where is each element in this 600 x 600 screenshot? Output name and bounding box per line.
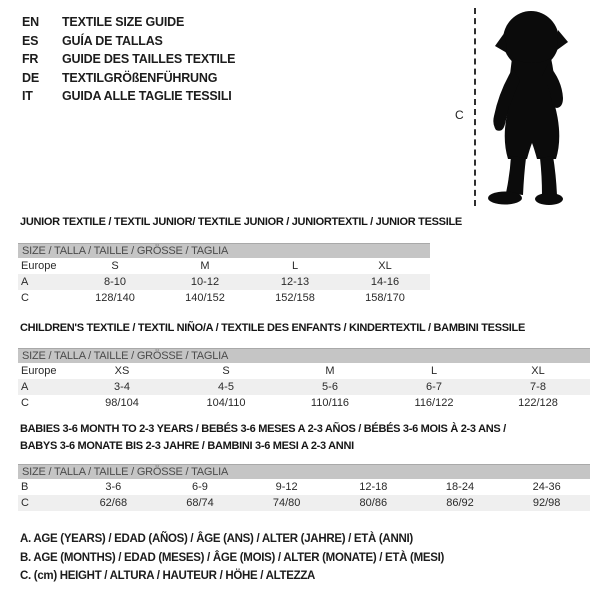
table-row xyxy=(18,290,430,306)
size-cell: 116/122 xyxy=(414,397,454,409)
language-code: ES xyxy=(22,33,39,48)
size-cell: 3-4 xyxy=(114,381,130,393)
language-text: GUIDE DES TAILLES TEXTILE xyxy=(62,52,236,67)
size-cell: 80/86 xyxy=(359,497,388,509)
babies-size-table xyxy=(18,464,590,511)
language-code: IT xyxy=(22,89,33,104)
table-row xyxy=(18,495,590,511)
table-row xyxy=(18,479,590,495)
size-cell: 92/98 xyxy=(532,497,561,509)
babies-table-title-line1: BABIES 3-6 MONTH TO 2-3 YEARS / BEBÉS 3-6 MESES A 2-3 AÑOS / BÉBÉS 3-6 MOIS À 2-3 ANS / xyxy=(20,423,506,435)
size-cell: 4-5 xyxy=(218,381,234,393)
size-cell: 128/140 xyxy=(95,292,135,304)
language-text: GUÍA DE TALLAS xyxy=(62,33,163,48)
size-cell: M xyxy=(325,365,335,377)
size-cell: S xyxy=(111,260,119,272)
row-label: A xyxy=(21,276,29,288)
table-row xyxy=(18,379,590,395)
language-row xyxy=(22,50,235,69)
height-measure-label: C xyxy=(455,108,464,122)
language-row xyxy=(22,13,235,32)
size-cell: 12-18 xyxy=(359,481,388,493)
size-cell: 104/110 xyxy=(206,397,246,409)
size-cell: 12-13 xyxy=(280,276,310,288)
size-cell: 68/74 xyxy=(186,497,214,509)
size-cell: 24-36 xyxy=(532,481,561,493)
language-row xyxy=(22,87,235,106)
size-cell: 122/128 xyxy=(518,397,558,409)
language-row xyxy=(22,69,235,88)
table-row xyxy=(18,258,430,274)
size-cell: 5-6 xyxy=(322,381,338,393)
children-table-title: CHILDREN'S TEXTILE / TEXTIL NIÑO/A / TEXTILE DES ENFANTS / KINDERTEXTIL / BAMBINI TESSILE xyxy=(20,322,525,334)
size-cell: 140/152 xyxy=(185,292,225,304)
size-cell: XS xyxy=(114,365,130,377)
size-cell: 3-6 xyxy=(105,481,122,493)
size-cell: 110/116 xyxy=(310,397,350,409)
language-header xyxy=(22,13,235,106)
language-code: EN xyxy=(22,15,39,30)
size-cell: 7-8 xyxy=(530,381,546,393)
row-label: C xyxy=(21,497,29,509)
size-cell: L xyxy=(291,260,299,272)
note-line-a: A. AGE (YEARS) / EDAD (AÑOS) / ÂGE (ANS) / ALTER (JAHRE) / ETÀ (ANNI) xyxy=(20,533,413,545)
language-text: TEXTILE SIZE GUIDE xyxy=(62,15,185,30)
language-code: DE xyxy=(22,70,39,85)
children-size-table xyxy=(18,348,590,411)
size-cell: 74/80 xyxy=(272,497,301,509)
size-cell: 9-12 xyxy=(275,481,298,493)
size-cell: 98/104 xyxy=(105,397,139,409)
size-cell: 18-24 xyxy=(445,481,475,493)
size-cell: 62/68 xyxy=(99,497,128,509)
size-header-bar: SIZE / TALLA / TAILLE / GRÖSSE / TAGLIA xyxy=(18,243,430,258)
row-label: Europe xyxy=(21,260,57,272)
size-cell: 158/170 xyxy=(365,292,405,304)
note-line-c: C. (cm) HEIGHT / ALTURA / HAUTEUR / HÖHE / ALTEZZA xyxy=(20,570,316,582)
table-row xyxy=(18,395,590,411)
size-cell: 152/158 xyxy=(275,292,315,304)
height-measure-line xyxy=(474,8,476,206)
size-header-bar: SIZE / TALLA / TAILLE / GRÖSSE / TAGLIA xyxy=(18,348,590,363)
language-text: TEXTILGRÖßENFÜHRUNG xyxy=(62,70,218,85)
row-label: B xyxy=(21,481,29,493)
size-cell: L xyxy=(430,365,438,377)
size-cell: 10-12 xyxy=(190,276,220,288)
size-cell: 86/92 xyxy=(446,497,474,509)
size-cell: 14-16 xyxy=(370,276,400,288)
row-label: A xyxy=(21,381,29,393)
babies-table-title-line2: BABYS 3-6 MONATE BIS 2-3 JAHRE / BAMBINI 3-6 MESI A 2-3 ANNI xyxy=(20,440,354,452)
row-label: C xyxy=(21,292,29,304)
table-row xyxy=(18,363,590,379)
junior-size-table xyxy=(18,243,430,306)
size-header-bar: SIZE / TALLA / TAILLE / GRÖSSE / TAGLIA xyxy=(18,464,590,479)
row-label: Europe xyxy=(21,365,57,377)
row-label: C xyxy=(21,397,29,409)
note-line-b: B. AGE (MONTHS) / EDAD (MESES) / ÂGE (MOIS) / ALTER (MONATE) / ETÀ (MESI) xyxy=(20,551,445,564)
baby-silhouette-icon xyxy=(482,5,582,207)
table-row xyxy=(18,274,430,290)
size-cell: 6-9 xyxy=(192,481,208,493)
language-code: FR xyxy=(22,52,39,67)
size-cell: 6-7 xyxy=(426,381,442,393)
size-cell: XL xyxy=(531,365,545,377)
size-cell: XL xyxy=(378,260,392,272)
size-cell: S xyxy=(222,365,230,377)
language-text: GUIDA ALLE TAGLIE TESSILI xyxy=(62,89,232,104)
language-row xyxy=(22,32,235,51)
junior-table-title: JUNIOR TEXTILE / TEXTIL JUNIOR/ TEXTILE JUNIOR / JUNIORTEXTIL / JUNIOR TESSILE xyxy=(20,216,462,228)
legend-notes xyxy=(20,533,444,589)
size-cell: 8-10 xyxy=(103,276,127,288)
size-cell: M xyxy=(200,260,210,272)
